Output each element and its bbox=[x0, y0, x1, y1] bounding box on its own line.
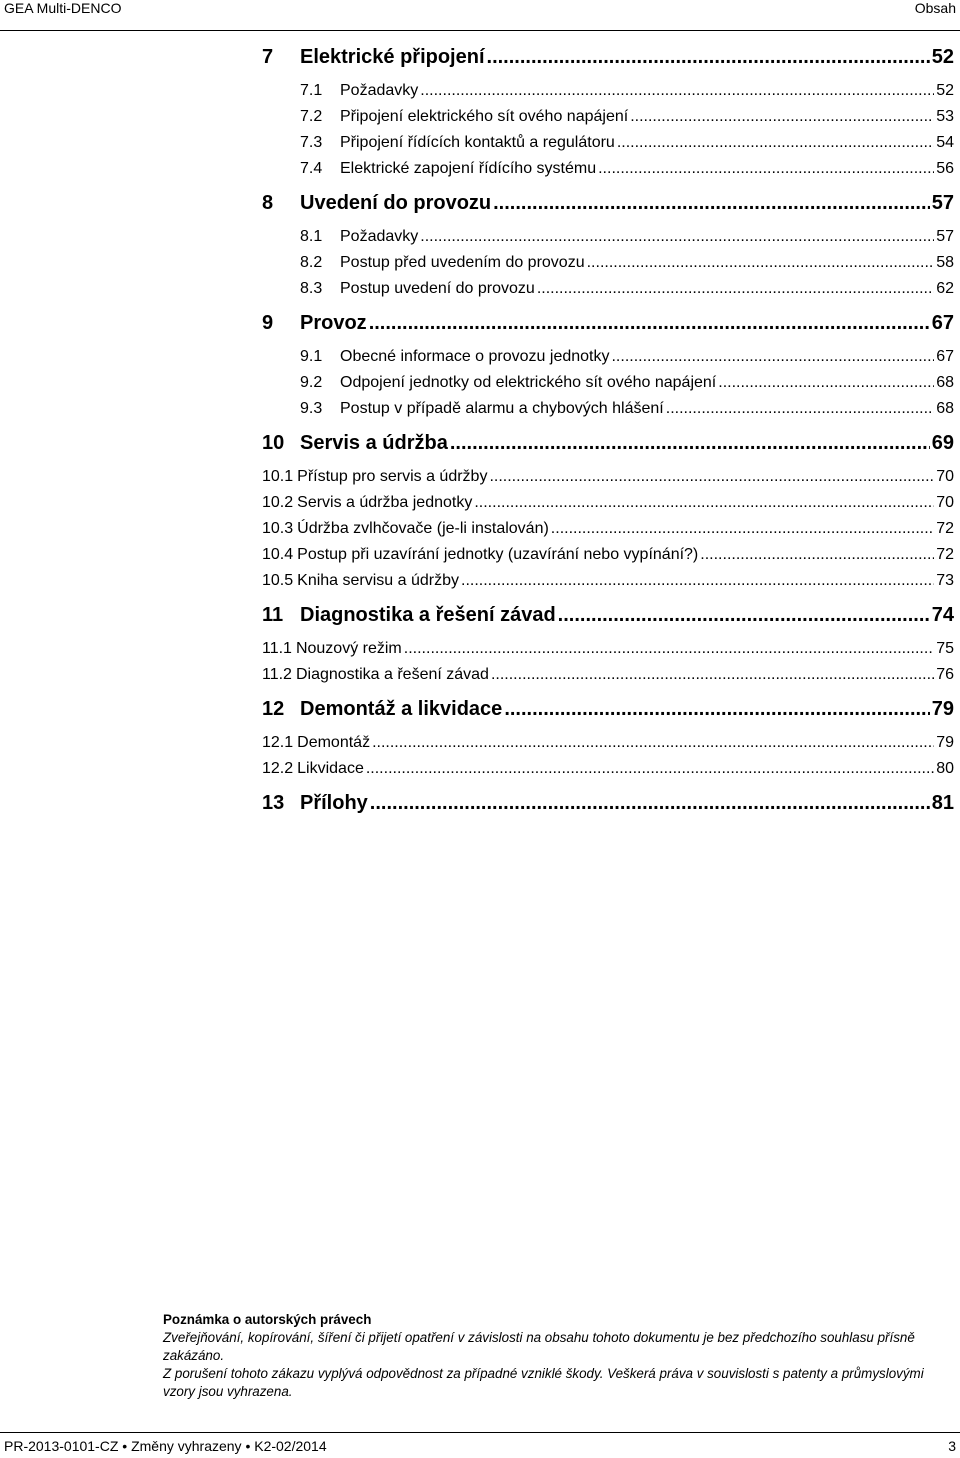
toc-subsection-title: Likvidace bbox=[297, 760, 364, 777]
toc-leader-dots bbox=[420, 228, 934, 246]
toc-subsection-entry[interactable] bbox=[300, 160, 954, 186]
toc-chapter-section bbox=[262, 186, 954, 306]
toc-subsection-page: 79 bbox=[936, 734, 954, 751]
toc-chapter-page: 69 bbox=[931, 432, 954, 454]
toc-subsection-number: 9.3 bbox=[300, 400, 323, 417]
toc-chapter-title: Přílohy bbox=[300, 792, 368, 814]
toc-chapter-page: 81 bbox=[931, 792, 954, 814]
toc-chapter-section bbox=[262, 692, 954, 786]
footer-document-id: PR-2013-0101-CZ • Změny vyhrazeny • K2-02/2014 bbox=[4, 1438, 327, 1454]
table-of-contents bbox=[262, 40, 954, 828]
toc-subsection-entry[interactable] bbox=[262, 468, 954, 494]
toc-subsection-page: 67 bbox=[936, 348, 954, 365]
toc-chapter-entry[interactable] bbox=[262, 598, 954, 640]
toc-subsection-number: 7.4 bbox=[300, 160, 323, 177]
toc-leader-dots bbox=[474, 494, 934, 512]
toc-leader-dots bbox=[366, 760, 934, 778]
toc-subsection-page: 70 bbox=[936, 468, 954, 485]
toc-subsection-number: 8.1 bbox=[300, 228, 323, 245]
toc-subsection-title: Údržba zvlhčovače (je-li instalován) bbox=[297, 520, 549, 537]
toc-subsection-entry[interactable] bbox=[300, 400, 954, 426]
toc-chapter-number: 9 bbox=[262, 312, 274, 334]
toc-subsection-entry[interactable] bbox=[262, 666, 954, 692]
toc-leader-dots bbox=[489, 468, 934, 486]
toc-leader-dots bbox=[504, 698, 929, 721]
toc-subsection-title: Demontáž bbox=[297, 734, 371, 751]
toc-subsection-entry[interactable] bbox=[300, 280, 954, 306]
toc-subsection-number: 12.2 bbox=[262, 760, 294, 777]
toc-chapter-page: 79 bbox=[931, 698, 954, 720]
toc-subsection-entry[interactable] bbox=[262, 760, 954, 786]
toc-subsection-title: Přístup pro servis a údržby bbox=[297, 468, 488, 485]
toc-chapter-page: 67 bbox=[931, 312, 954, 334]
toc-subsection-entry[interactable] bbox=[262, 572, 954, 598]
toc-leader-dots bbox=[700, 546, 934, 564]
toc-chapter-number: 11 bbox=[262, 604, 284, 626]
copyright-note-title: Poznámka o autorských právech bbox=[163, 1312, 372, 1327]
toc-subsection-page: 58 bbox=[936, 254, 954, 271]
toc-leader-dots bbox=[666, 400, 934, 418]
toc-subsection-number: 10.1 bbox=[262, 468, 294, 485]
toc-subsection-title: Servis a údržba jednotky bbox=[297, 494, 473, 511]
toc-chapter-section bbox=[262, 40, 954, 186]
toc-leader-dots bbox=[587, 254, 935, 272]
page-footer bbox=[0, 1432, 960, 1458]
toc-subsection-title: Obecné informace o provozu jednotky bbox=[340, 348, 610, 365]
toc-subsection-entry[interactable] bbox=[300, 348, 954, 374]
toc-subsection-number: 7.3 bbox=[300, 134, 323, 151]
toc-subsection-number: 10.3 bbox=[262, 520, 294, 537]
toc-leader-dots bbox=[537, 280, 934, 298]
toc-chapter-entry[interactable] bbox=[262, 692, 954, 734]
copyright-note-text-2: Z porušení tohoto zákazu vyplývá odpovědnost za případné vzniklé škody. Veškerá práva v souvislosti s patenty a průmyslovými vzory jsou vyhrazena. bbox=[163, 1366, 924, 1399]
toc-subsection-entry[interactable] bbox=[262, 494, 954, 520]
toc-chapter-entry[interactable] bbox=[262, 306, 954, 348]
toc-subsection-entry[interactable] bbox=[262, 640, 954, 666]
toc-subsection-page: 75 bbox=[936, 640, 954, 657]
toc-chapter-title: Uvedení do provozu bbox=[300, 192, 492, 214]
toc-leader-dots bbox=[404, 640, 934, 658]
toc-subsection-entry[interactable] bbox=[300, 134, 954, 160]
toc-subsection-page: 56 bbox=[936, 160, 954, 177]
toc-leader-dots bbox=[558, 604, 930, 627]
toc-subsection-number: 9.1 bbox=[300, 348, 323, 365]
toc-chapter-title: Demontáž a likvidace bbox=[300, 698, 503, 720]
toc-subsection-entry[interactable] bbox=[300, 108, 954, 134]
toc-chapter-number: 13 bbox=[262, 792, 285, 814]
page-number: 3 bbox=[948, 1438, 956, 1454]
toc-subsection-page: 57 bbox=[936, 228, 954, 245]
toc-leader-dots bbox=[617, 134, 934, 152]
toc-chapter-number: 12 bbox=[262, 698, 285, 720]
toc-chapter-section bbox=[262, 426, 954, 598]
toc-subsection-entry[interactable] bbox=[262, 734, 954, 760]
toc-leader-dots bbox=[598, 160, 934, 178]
toc-subsection-number: 11.1 bbox=[262, 640, 292, 657]
toc-subsection-title: Požadavky bbox=[340, 228, 419, 245]
toc-subsection-page: 72 bbox=[936, 520, 954, 537]
toc-subsection-page: 68 bbox=[936, 400, 954, 417]
toc-chapter-page: 74 bbox=[931, 604, 954, 626]
toc-subsection-entry[interactable] bbox=[300, 82, 954, 108]
toc-chapter-title: Servis a údržba bbox=[300, 432, 448, 454]
toc-subsection-number: 8.3 bbox=[300, 280, 323, 297]
toc-subsection-title: Požadavky bbox=[340, 82, 419, 99]
toc-subsection-page: 53 bbox=[936, 108, 954, 125]
toc-subsection-page: 80 bbox=[936, 760, 954, 777]
toc-subsection-page: 54 bbox=[936, 134, 954, 151]
toc-chapter-entry[interactable] bbox=[262, 40, 954, 82]
toc-leader-dots bbox=[372, 734, 934, 752]
toc-leader-dots bbox=[718, 374, 934, 392]
toc-subsection-title: Kniha servisu a údržby bbox=[297, 572, 459, 589]
toc-chapter-title: Diagnostika a řešení závad bbox=[300, 604, 556, 626]
toc-leader-dots bbox=[493, 192, 930, 215]
toc-subsection-page: 76 bbox=[936, 666, 954, 683]
toc-subsection-title: Diagnostika a řešení závad bbox=[295, 666, 489, 683]
toc-subsection-number: 10.2 bbox=[262, 494, 294, 511]
toc-chapter-entry[interactable] bbox=[262, 786, 954, 828]
toc-chapter-page: 52 bbox=[931, 46, 954, 68]
toc-leader-dots bbox=[420, 82, 934, 100]
toc-chapter-entry[interactable] bbox=[262, 186, 954, 228]
toc-subsection-entry[interactable] bbox=[262, 520, 954, 546]
toc-chapter-section bbox=[262, 786, 954, 828]
toc-leader-dots bbox=[450, 432, 930, 455]
toc-subsection-number: 7.2 bbox=[300, 108, 323, 125]
header-brand: GEA Multi-DENCO bbox=[4, 0, 122, 16]
toc-subsection-entry[interactable] bbox=[300, 254, 954, 280]
toc-subsection-entry[interactable] bbox=[300, 228, 954, 254]
toc-subsection-entry[interactable] bbox=[262, 546, 954, 572]
toc-subsection-title: Postup uvedení do provozu bbox=[340, 280, 535, 297]
toc-subsection-title: Odpojení jednotky od elektrického sít ového napájení bbox=[340, 374, 717, 391]
toc-subsection-number: 12.1 bbox=[262, 734, 294, 751]
toc-subsection-title: Nouzový režim bbox=[295, 640, 402, 657]
footer-divider bbox=[0, 1432, 960, 1433]
toc-chapter-number: 8 bbox=[262, 192, 274, 214]
toc-chapter-title: Elektrické připojení bbox=[300, 46, 485, 68]
toc-leader-dots bbox=[369, 312, 930, 335]
toc-chapter-page: 57 bbox=[931, 192, 954, 214]
toc-chapter-number: 10 bbox=[262, 432, 285, 454]
toc-subsection-title: Postup v případě alarmu a chybových hlášení bbox=[340, 400, 664, 417]
toc-chapter-number: 7 bbox=[262, 46, 274, 68]
toc-leader-dots bbox=[461, 572, 934, 590]
toc-subsection-title: Připojení elektrického sít ového napájení bbox=[340, 108, 629, 125]
page-header bbox=[0, 0, 960, 33]
toc-chapter-entry[interactable] bbox=[262, 426, 954, 468]
toc-leader-dots bbox=[611, 348, 934, 366]
toc-subsection-title: Elektrické zapojení řídícího systému bbox=[340, 160, 597, 177]
toc-subsection-number: 9.2 bbox=[300, 374, 323, 391]
toc-leader-dots bbox=[630, 108, 934, 126]
copyright-note bbox=[163, 1311, 955, 1401]
toc-subsection-title: Postup při uzavírání jednotky (uzavírání nebo vypínání?) bbox=[297, 546, 699, 563]
copyright-note-text-1: Zveřejňování, kopírování, šíření či přijetí opatření v závislosti na obsahu tohoto dokumentu je bez předchozího souhlasu přísně zakázáno. bbox=[163, 1330, 915, 1363]
toc-subsection-title: Připojení řídících kontaktů a regulátoru bbox=[340, 134, 615, 151]
toc-chapter-section bbox=[262, 598, 954, 692]
toc-leader-dots bbox=[487, 46, 930, 69]
toc-subsection-number: 10.4 bbox=[262, 546, 294, 563]
toc-chapter-title: Provoz bbox=[300, 312, 367, 334]
toc-subsection-page: 52 bbox=[936, 82, 954, 99]
header-divider bbox=[0, 30, 960, 31]
toc-subsection-number: 10.5 bbox=[262, 572, 294, 589]
toc-subsection-page: 72 bbox=[936, 546, 954, 563]
toc-subsection-number: 7.1 bbox=[300, 82, 323, 99]
toc-subsection-number: 11.2 bbox=[262, 666, 292, 683]
toc-leader-dots bbox=[370, 792, 930, 815]
toc-subsection-page: 62 bbox=[936, 280, 954, 297]
toc-subsection-title: Postup před uvedením do provozu bbox=[340, 254, 585, 271]
toc-subsection-number: 8.2 bbox=[300, 254, 323, 271]
toc-subsection-page: 73 bbox=[936, 572, 954, 589]
toc-chapter-section bbox=[262, 306, 954, 426]
toc-subsection-entry[interactable] bbox=[300, 374, 954, 400]
toc-subsection-page: 68 bbox=[936, 374, 954, 391]
toc-leader-dots bbox=[551, 520, 934, 538]
header-section-title: Obsah bbox=[914, 0, 956, 16]
toc-leader-dots bbox=[491, 666, 934, 684]
toc-subsection-page: 70 bbox=[936, 494, 954, 511]
